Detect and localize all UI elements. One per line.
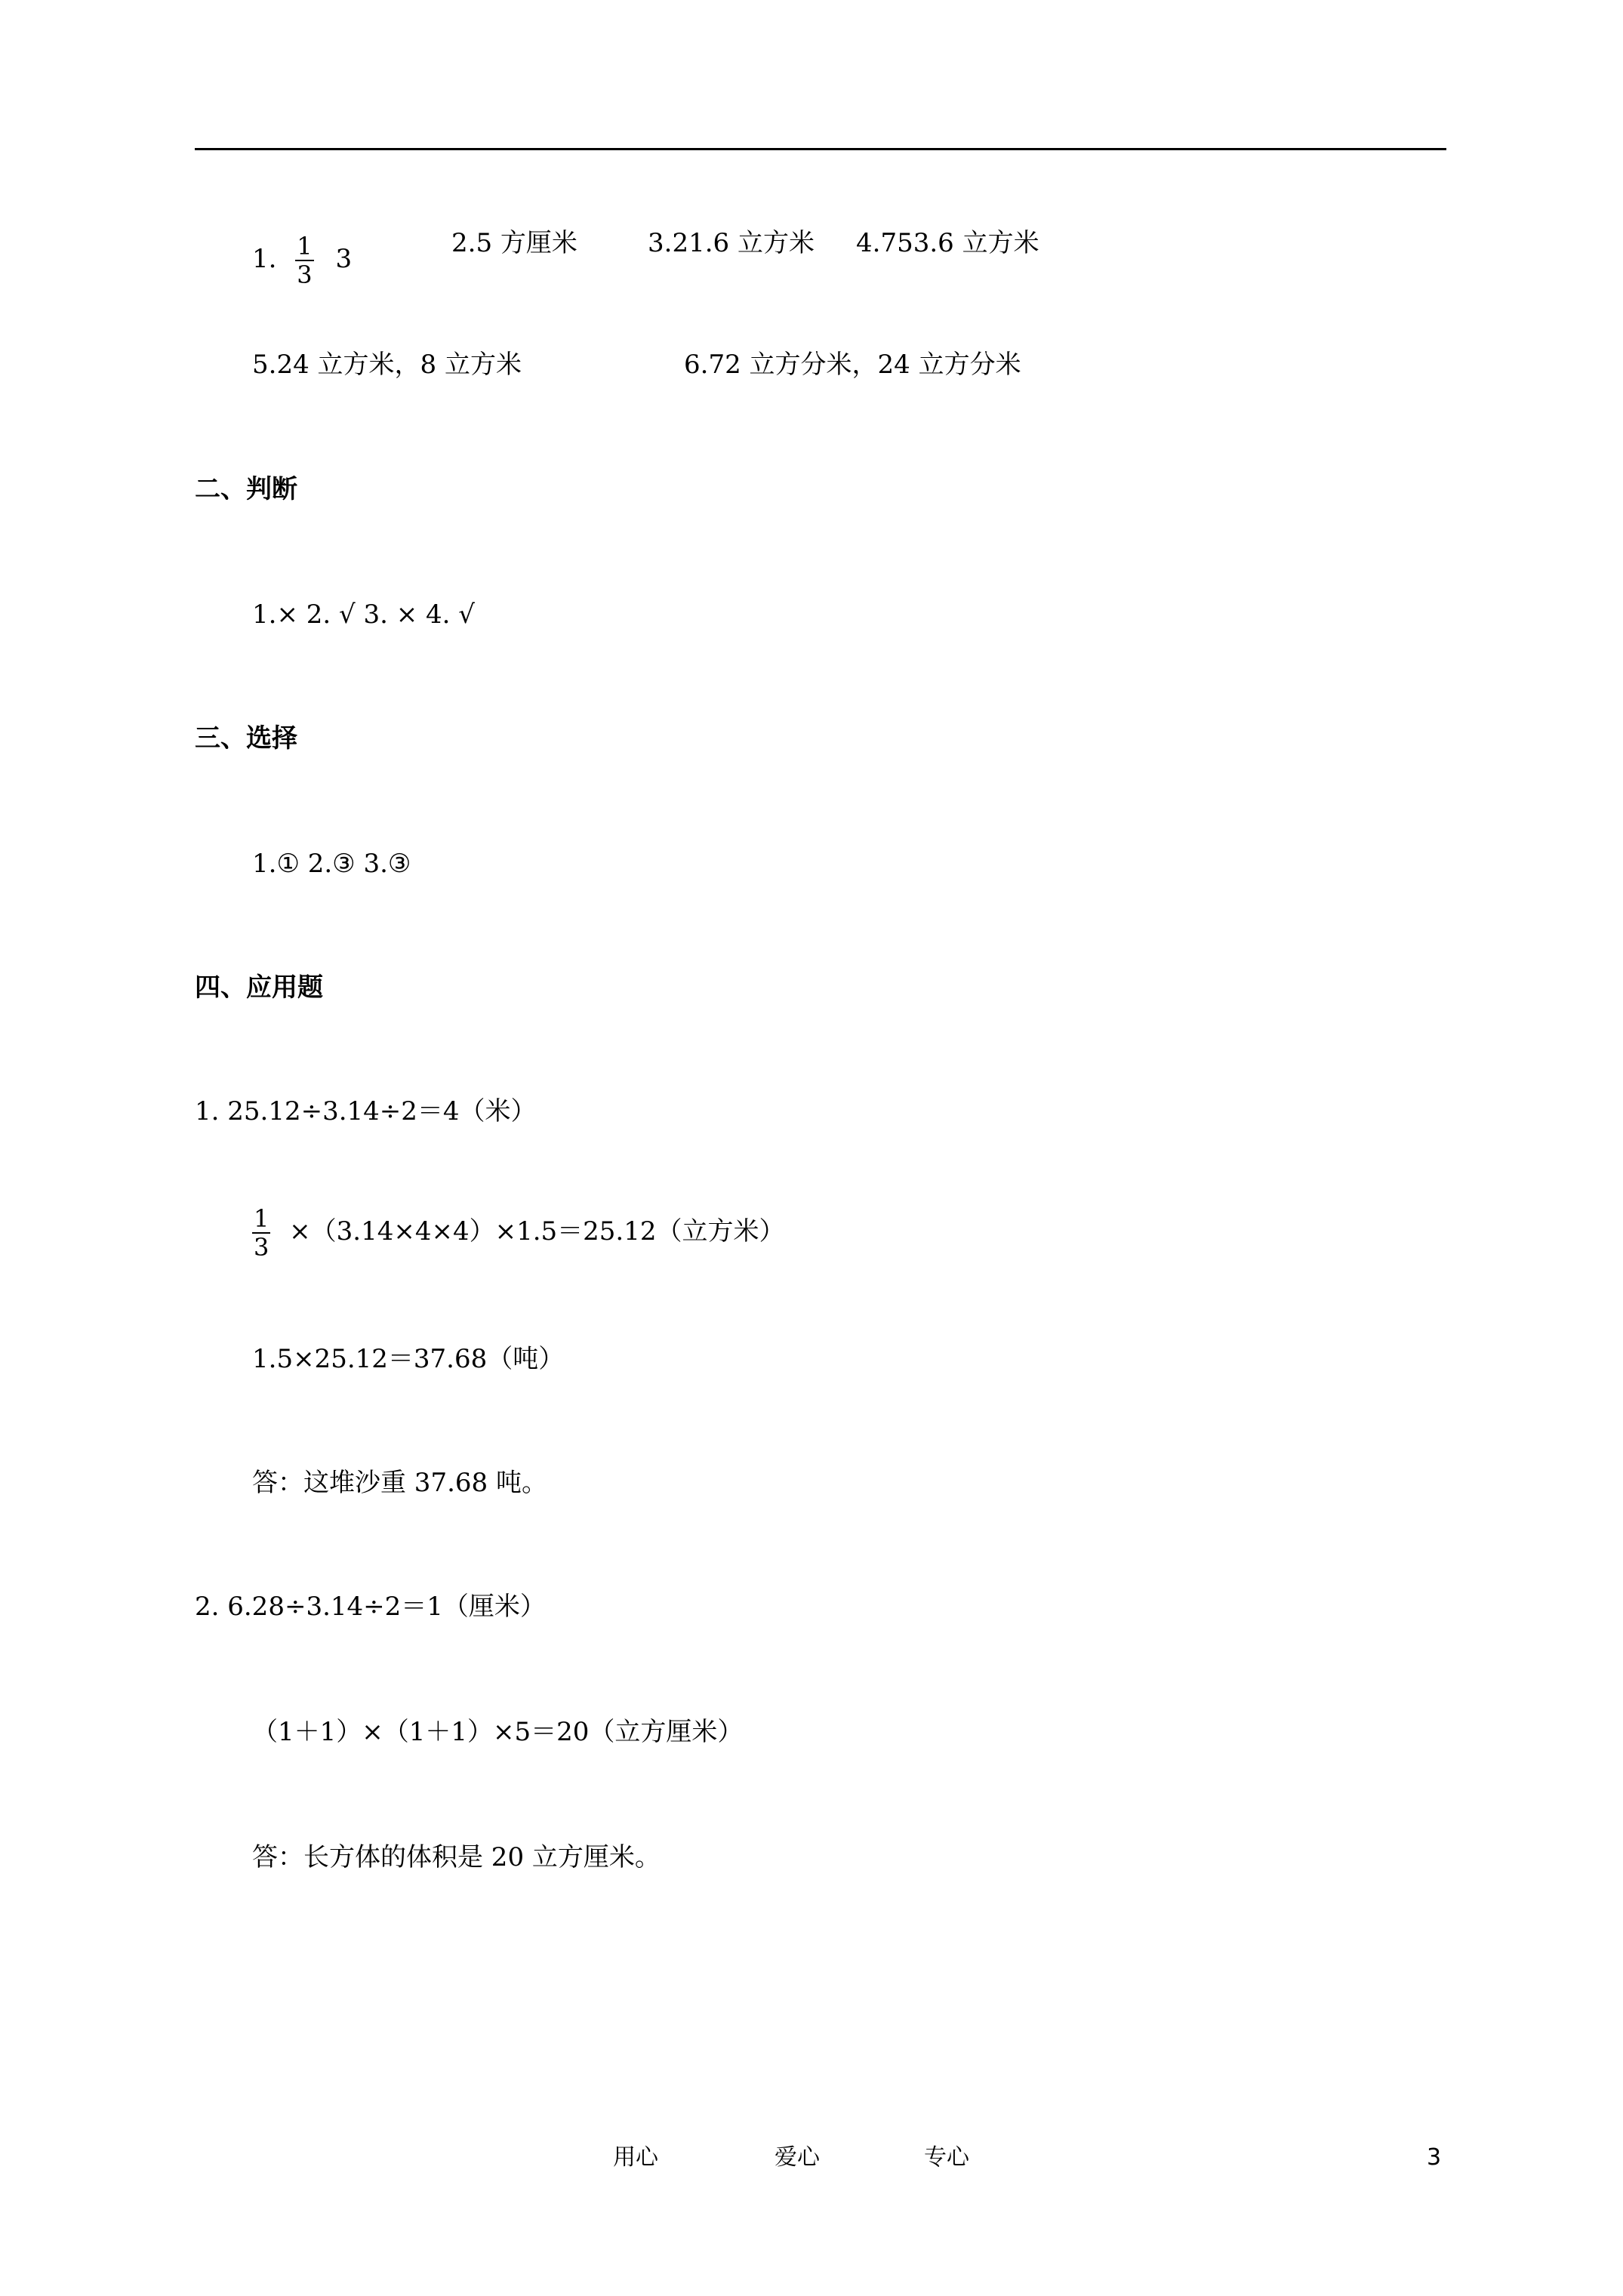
q1-step-2 — [252, 1205, 785, 1261]
judgement-answers: 1.× 2. √ 3. × 4. √ — [252, 599, 475, 630]
answer-1-1 — [252, 233, 352, 288]
q2-step-2: （1＋1）×（1＋1）×5＝20（立方厘米） — [252, 1717, 744, 1747]
section-heading-application: 四、应用题 — [195, 972, 323, 1003]
footer-word-1: 用心 — [613, 2144, 658, 2171]
answer-1-3: 3.21.6 立方米 — [648, 228, 815, 258]
section-heading-choice: 三、选择 — [195, 723, 297, 754]
answer-1-6: 6.72 立方分米，24 立方分米 — [684, 350, 1021, 380]
q2-step-1: 2. 6.28÷3.14÷2＝1（厘米） — [195, 1592, 546, 1622]
fraction-numerator: 1 — [297, 232, 313, 260]
footer-word-3: 专心 — [924, 2144, 969, 2171]
answer-1-5: 5.24 立方米，8 立方米 — [252, 350, 522, 380]
answer-1-2: 2.5 方厘米 — [451, 228, 577, 258]
fraction-denominator: 3 — [254, 1233, 269, 1262]
fraction-one-third — [252, 1205, 270, 1261]
answer-1-4: 4.753.6 立方米 — [856, 228, 1039, 258]
q2-answer: 答：长方体的体积是 20 立方厘米。 — [252, 1842, 661, 1872]
page-number: 3 — [1427, 2144, 1442, 2171]
q1-answer: 答：这堆沙重 37.68 吨。 — [252, 1468, 547, 1498]
answer-1-1-prefix: 1. — [252, 244, 277, 274]
fraction-denominator: 3 — [297, 260, 313, 289]
q1-step-3: 1.5×25.12＝37.68（吨） — [252, 1344, 565, 1374]
footer-word-2: 爱心 — [775, 2144, 820, 2171]
section-heading-judgement: 二、判断 — [195, 474, 297, 504]
fraction-one-third — [295, 233, 313, 288]
q1-step-1: 1. 25.12÷3.14÷2＝4（米） — [195, 1096, 537, 1126]
choice-answers: 1.① 2.③ 3.③ — [252, 849, 411, 879]
answer-1-1-suffix: 3 — [335, 244, 353, 274]
fraction-numerator: 1 — [254, 1204, 269, 1233]
q1-step-2-expression: ×（3.14×4×4）×1.5＝25.12（立方米） — [289, 1216, 785, 1247]
header-rule — [195, 148, 1446, 150]
